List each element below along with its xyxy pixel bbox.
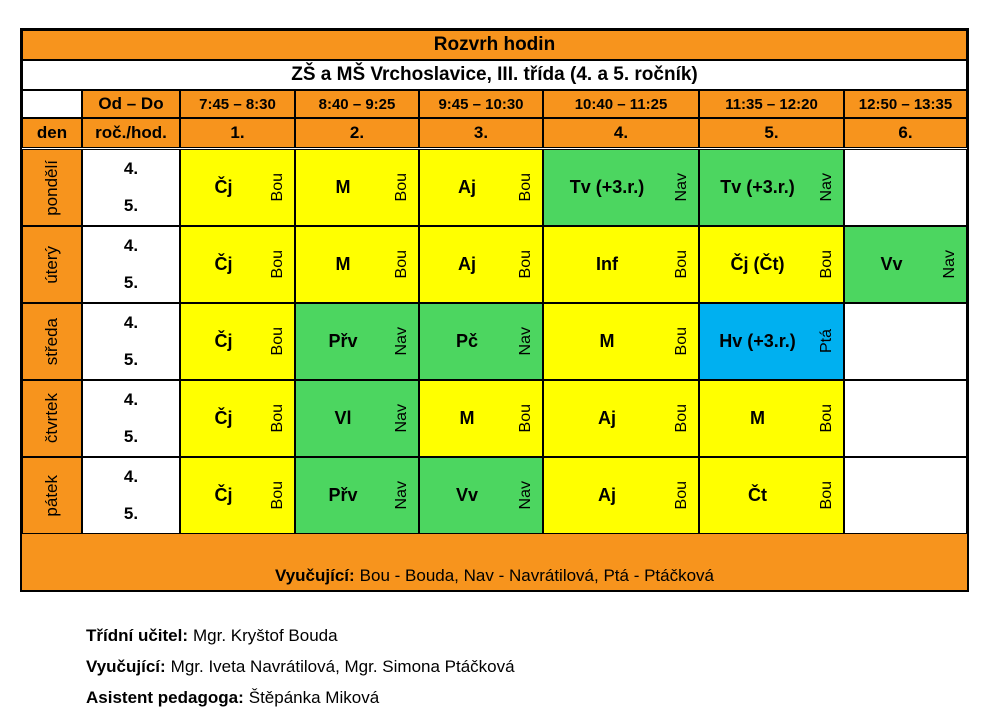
lesson-teacher [516,458,536,533]
period-number: 2. [295,118,419,148]
lesson-teacher [268,381,288,456]
grade-number: 4. [123,466,139,486]
lesson-teacher [817,227,837,302]
day-name: pátek [42,474,61,517]
lesson-subject: Hv (+3.r.) [719,331,796,351]
teacher-abbrev: Nav [673,173,690,202]
lesson-subject: M [459,408,475,428]
lesson-subject: Čj [214,177,233,197]
day-label [22,149,82,226]
legend-label: Vyučující: [275,566,355,585]
lesson-teacher [940,227,960,302]
lesson-cell[interactable] [180,303,295,380]
lesson-subject: Čj [214,331,233,351]
grade-number: 5. [123,427,139,447]
teacher-abbrev: Bou [269,173,286,202]
teacher-abbrev: Nav [393,481,410,510]
teacher-abbrev: Nav [941,250,958,279]
grade-labels [82,380,180,457]
lesson-cell[interactable] [419,380,543,457]
lesson-cell[interactable] [543,303,699,380]
grade-number: 4. [123,389,139,409]
period-number: 5. [699,118,844,148]
den-header: den [22,118,82,148]
lesson-subject: M [335,254,351,274]
lesson-cell[interactable] [543,226,699,303]
lesson-teacher [672,304,692,379]
class-teacher-label: Třídní učitel: [86,626,188,645]
lesson-cell[interactable] [699,149,844,226]
lesson-cell[interactable] [543,149,699,226]
period-number: 6. [844,118,967,148]
time-slot: 7:45 – 8:30 [180,90,295,118]
teacher-abbrev: Bou [818,404,835,433]
lesson-teacher [672,458,692,533]
teacher-abbrev: Bou [269,250,286,279]
legend-text: Bou - Bouda, Nav - Navrátilová, Ptá - Ptáčková [359,566,714,585]
lesson-teacher [516,227,536,302]
lesson-teacher [516,304,536,379]
teacher-abbrev: Bou [818,250,835,279]
lesson-teacher [392,458,412,533]
lesson-teacher [392,304,412,379]
lesson-cell[interactable] [543,380,699,457]
period-number: 1. [180,118,295,148]
time-slot: 11:35 – 12:20 [699,90,844,118]
timetable [20,28,969,592]
lesson-subject: Aj [458,177,476,197]
lesson-cell[interactable] [419,457,543,534]
school-subtitle: ZŠ a MŠ Vrchoslavice, III. třída (4. a 5. ročník) [22,60,967,90]
teacher-abbrev: Bou [673,481,690,510]
lesson-cell[interactable] [419,303,543,380]
day-name: pondělí [42,159,61,216]
lesson-teacher [516,381,536,456]
lesson-subject: Pč [455,331,479,351]
teachers-label: Vyučující: [86,657,166,676]
teacher-abbrev: Bou [269,404,286,433]
lesson-subject: M [335,177,351,197]
lesson-teacher [817,381,837,456]
time-slot: 9:45 – 10:30 [419,90,543,118]
teacher-abbrev: Nav [517,481,534,510]
lesson-cell[interactable] [844,380,967,457]
grade-labels [82,457,180,534]
lesson-teacher [268,304,288,379]
lesson-subject: Čj [214,254,233,274]
lesson-cell[interactable] [180,149,295,226]
teacher-abbrev: Ptá [818,329,835,354]
teacher-abbrev: Bou [269,327,286,356]
period-number: 4. [543,118,699,148]
teacher-abbrev: Bou [673,250,690,279]
lesson-cell[interactable] [844,226,967,303]
lesson-teacher [268,150,288,225]
lesson-cell[interactable] [699,380,844,457]
lesson-cell[interactable] [295,303,419,380]
day-name: čtvrtek [42,393,61,444]
time-slot: 12:50 – 13:35 [844,90,967,118]
teacher-abbrev: Bou [393,173,410,202]
lesson-teacher [392,150,412,225]
lesson-subject: M [599,331,615,351]
lesson-teacher [392,381,412,456]
lesson-subject: Aj [598,408,616,428]
lesson-subject: Vv [455,485,479,505]
lesson-teacher [672,381,692,456]
lesson-subject: Tv (+3.r.) [569,177,645,197]
lesson-teacher [516,150,536,225]
class-teacher-name: Mgr. Kryštof Bouda [193,626,338,645]
teacher-abbrev: Nav [818,173,835,202]
lesson-teacher [817,304,837,379]
teacher-abbrev: Nav [517,327,534,356]
lesson-cell[interactable] [295,380,419,457]
lesson-subject: Čj (Čt) [730,254,785,274]
teachers-names: Mgr. Iveta Navrátilová, Mgr. Simona Ptáčková [170,657,515,676]
grade-number: 4. [123,312,139,332]
time-slot: 10:40 – 11:25 [543,90,699,118]
grade-number: 5. [123,350,139,370]
day-name: středa [42,317,61,366]
lesson-teacher [392,227,412,302]
day-label [22,226,82,303]
lesson-subject: Tv (+3.r.) [720,177,795,197]
teacher-abbrev: Bou [517,173,534,202]
roc-hod-header: roč./hod. [82,118,180,148]
grade-number: 5. [123,273,139,293]
lesson-cell[interactable] [295,457,419,534]
lesson-subject: Aj [458,254,476,274]
grade-number: 4. [123,235,139,255]
teacher-abbrev: Bou [818,481,835,510]
lesson-cell[interactable] [699,303,844,380]
lesson-cell[interactable] [180,226,295,303]
blank-corner [22,90,82,118]
lesson-cell[interactable] [844,457,967,534]
lesson-teacher [672,150,692,225]
teachers-line [86,657,515,677]
lesson-teacher [672,227,692,302]
teacher-abbrev: Bou [269,481,286,510]
lesson-subject: M [750,408,765,428]
lesson-teacher [268,227,288,302]
time-slot: 8:40 – 9:25 [295,90,419,118]
lesson-cell[interactable] [180,380,295,457]
grade-labels [82,149,180,226]
teacher-abbrev: Bou [517,250,534,279]
lesson-teacher [817,458,837,533]
assistant-label: Asistent pedagoga: [86,688,244,707]
grade-labels [82,226,180,303]
lesson-cell[interactable] [419,149,543,226]
class-teacher-line [86,626,338,646]
lesson-cell[interactable] [180,457,295,534]
day-label [22,380,82,457]
lesson-subject: Aj [598,485,616,505]
lesson-subject: Čt [748,485,767,505]
teacher-abbrev: Bou [673,404,690,433]
lesson-cell[interactable] [295,149,419,226]
lesson-subject: Vl [334,408,352,428]
teacher-abbrev: Nav [393,327,410,356]
lesson-cell[interactable] [699,457,844,534]
period-number: 3. [419,118,543,148]
teacher-legend [22,530,967,590]
lesson-teacher [268,458,288,533]
teacher-abbrev: Bou [673,327,690,356]
grade-number: 5. [123,196,139,216]
lesson-cell[interactable] [844,303,967,380]
grade-number: 4. [123,158,139,178]
lesson-cell[interactable] [844,149,967,226]
lesson-teacher [817,150,837,225]
day-name: úterý [42,245,61,284]
day-label [22,457,82,534]
lesson-subject: Přv [328,485,358,505]
od-do-header: Od – Do [82,90,180,118]
timetable-title: Rozvrh hodin [22,30,967,60]
teacher-abbrev: Bou [517,404,534,433]
grade-labels [82,303,180,380]
assistant-line [86,688,379,708]
lesson-cell[interactable] [543,457,699,534]
teacher-abbrev: Nav [393,404,410,433]
lesson-cell[interactable] [419,226,543,303]
lesson-cell[interactable] [295,226,419,303]
lesson-cell[interactable] [699,226,844,303]
grade-number: 5. [123,504,139,524]
teacher-abbrev: Bou [393,250,410,279]
assistant-name: Štěpánka Miková [248,688,380,707]
lesson-subject: Čj [214,408,233,428]
lesson-subject: Inf [596,254,618,274]
lesson-subject: Čj [214,485,233,505]
day-label [22,303,82,380]
lesson-subject: Vv [880,254,903,274]
lesson-subject: Přv [328,331,358,351]
